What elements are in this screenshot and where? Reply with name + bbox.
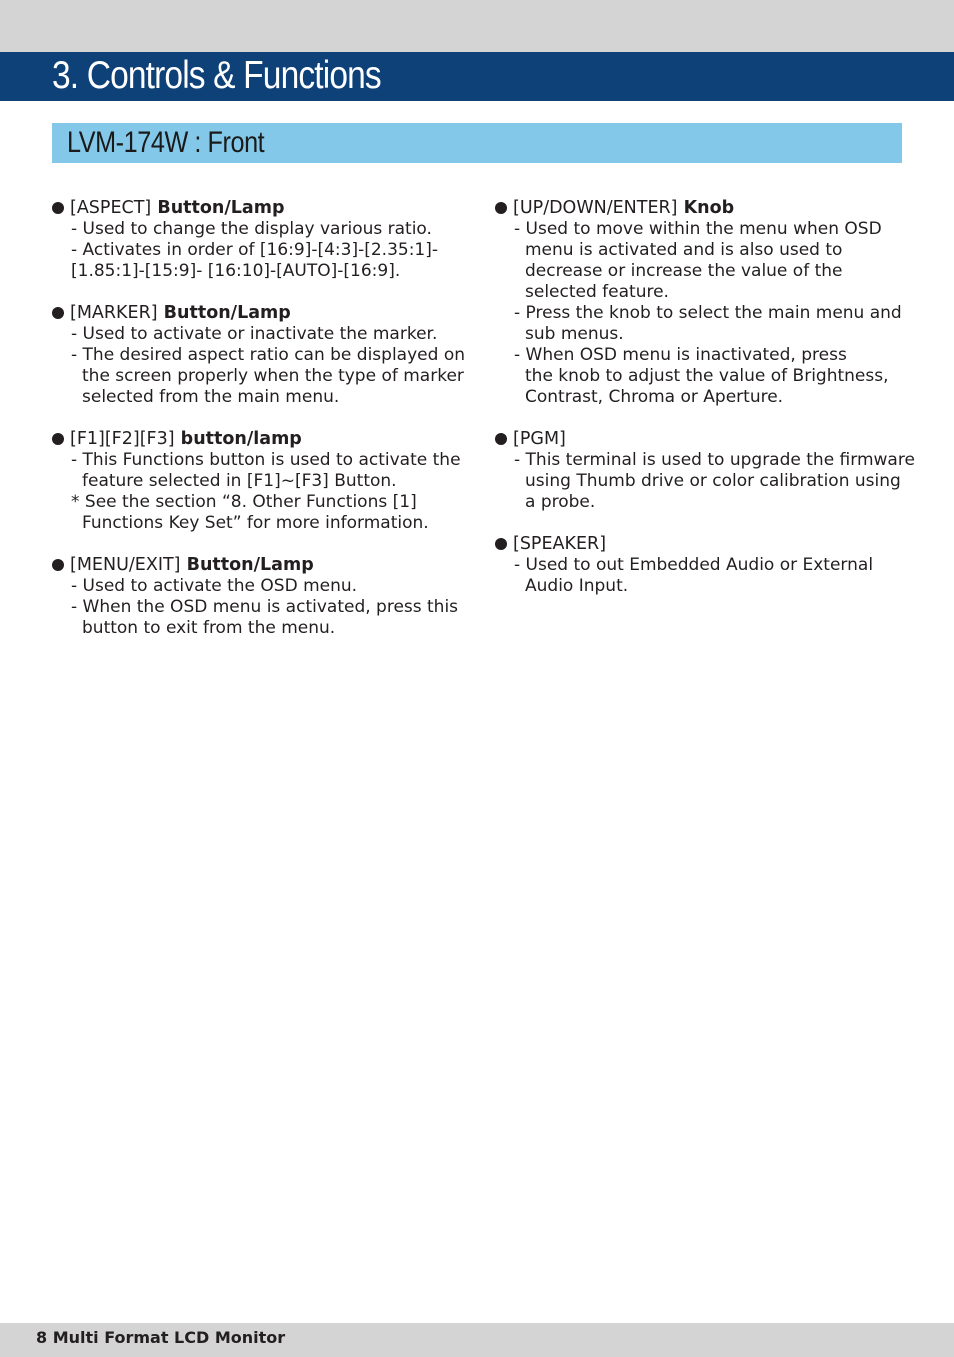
footer-page-label: 8 Multi Format LCD Monitor (36, 1328, 286, 1347)
control-heading-text (70, 303, 291, 324)
description-line: decrease or increase the value of the (525, 261, 843, 281)
description-line: selected feature. (525, 282, 669, 302)
description-line: - Activates in order of [16:9]-[4:3]-[2.35:1]- (71, 240, 439, 260)
description-line: - Used to move within the menu when OSD (514, 219, 882, 239)
control-heading (52, 429, 472, 450)
control-item (495, 198, 915, 408)
control-heading-text (70, 198, 284, 219)
control-type-label: Button/Lamp (180, 555, 314, 575)
control-key-label: [UP/DOWN/ENTER] (513, 198, 678, 218)
description-line: feature selected in [F1]~[F3] Button. (82, 471, 397, 491)
chapter-title: 3. Controls & Functions (52, 54, 381, 97)
control-type-label: Button/Lamp (157, 303, 291, 323)
description-line: [1.85:1]-[15:9]- [16:10]-[AUTO]-[16:9]. (71, 261, 401, 281)
description-line: - Used to activate the OSD menu. (71, 576, 358, 596)
right-column (495, 198, 915, 618)
description-line: - This Functions button is used to activate the (71, 450, 461, 470)
control-key-label: [MENU/EXIT] (70, 555, 181, 575)
description-line: using Thumb drive or color calibration using (525, 471, 901, 491)
description-line: * See the section “8. Other Functions [1] (71, 492, 417, 512)
control-type-label: Button/Lamp (151, 198, 285, 218)
control-heading-text (70, 555, 314, 576)
description-line: - When the OSD menu is activated, press this (71, 597, 459, 617)
description-line: Audio Input. (525, 576, 629, 596)
description-line: button to exit from the menu. (82, 618, 336, 638)
description-line: Contrast, Chroma or Aperture. (525, 387, 784, 407)
bullet-icon (52, 202, 64, 214)
control-item (52, 555, 472, 639)
control-heading-text (513, 534, 606, 555)
control-heading (52, 303, 472, 324)
control-heading (495, 198, 915, 219)
control-heading (52, 555, 472, 576)
chapter-title-bar (0, 52, 954, 101)
control-item (495, 429, 915, 513)
control-item (52, 198, 472, 282)
description-line: - Press the knob to select the main menu and (514, 303, 902, 323)
section-title: LVM-174W : Front (67, 126, 265, 159)
description-line: - Used to change the display various ratio. (71, 219, 432, 239)
control-key-label: [ASPECT] (70, 198, 152, 218)
top-margin-bar (0, 0, 954, 52)
description-line: the knob to adjust the value of Brightness, (525, 366, 889, 386)
description-line: - The desired aspect ratio can be displayed on (71, 345, 465, 365)
control-item (495, 534, 915, 597)
control-item (52, 303, 472, 408)
description-line: selected from the main menu. (82, 387, 340, 407)
bullet-icon (52, 559, 64, 571)
control-heading (495, 429, 915, 450)
description-line: the screen properly when the type of marker (82, 366, 464, 386)
bullet-icon (495, 202, 507, 214)
description-line: sub menus. (525, 324, 624, 344)
description-line: Functions Key Set” for more information. (82, 513, 429, 533)
description-line: - When OSD menu is inactivated, press (514, 345, 847, 365)
description-line: - Used to activate or inactivate the marker. (71, 324, 438, 344)
control-key-label: [MARKER] (70, 303, 158, 323)
page-footer (0, 1323, 954, 1357)
control-key-label: [PGM] (513, 429, 566, 449)
control-heading-text (70, 429, 302, 450)
description-line: a probe. (525, 492, 596, 512)
control-item (52, 429, 472, 534)
control-key-label: [SPEAKER] (513, 534, 607, 554)
control-heading (495, 534, 915, 555)
control-heading-text (513, 429, 566, 450)
control-type-label: button/lamp (174, 429, 302, 449)
left-column (52, 198, 472, 660)
control-key-label: [F1][F2][F3] (70, 429, 175, 449)
description-line: menu is activated and is also used to (525, 240, 843, 260)
control-heading-text (513, 198, 734, 219)
bullet-icon (495, 538, 507, 550)
bullet-icon (52, 307, 64, 319)
description-line: - This terminal is used to upgrade the firmware (514, 450, 915, 470)
bullet-icon (495, 433, 507, 445)
section-title-bar (52, 123, 902, 163)
description-line: - Used to out Embedded Audio or External (514, 555, 874, 575)
control-heading (52, 198, 472, 219)
bullet-icon (52, 433, 64, 445)
control-type-label: Knob (677, 198, 735, 218)
